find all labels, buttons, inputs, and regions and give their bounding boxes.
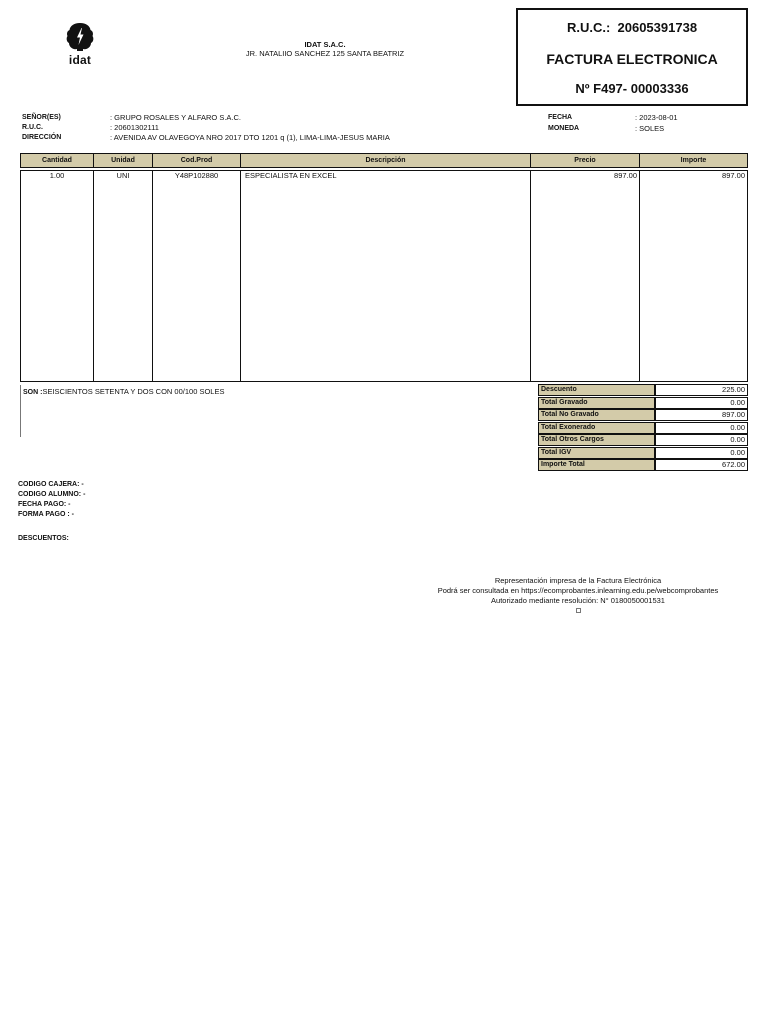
column-header-description: Descripción <box>240 153 531 168</box>
company-logo <box>60 22 100 66</box>
totals-label: Total Otros Cargos <box>538 434 655 446</box>
footer-line-consult-url: Podrá ser consultada en https://ecomprobantes.inlearning.edu.pe/webcomprobantes <box>437 586 719 595</box>
issuer-ruc-value: 20605391738 <box>617 20 698 35</box>
items-table <box>20 153 748 382</box>
item-price: 897.00 <box>614 171 637 180</box>
column-description <box>240 170 531 382</box>
footer-line-representation: Representación impresa de la Factura Electrónica <box>494 576 662 585</box>
item-unit: UNI <box>116 171 130 180</box>
column-header-quantity: Cantidad <box>20 153 94 168</box>
invoice-title: FACTURA ELECTRONICA <box>546 51 718 67</box>
totals-label: Total Gravado <box>538 397 655 409</box>
issuer-ruc-label: R.U.C.: <box>566 20 611 35</box>
amount-in-words-label: SON : <box>23 389 43 396</box>
column-product-code <box>152 170 241 382</box>
legal-footer <box>420 576 736 616</box>
amount-in-words-value: SEISCIENTOS SETENTA Y DOS CON 00/100 SOLES <box>42 387 225 396</box>
amount-in-words <box>23 387 224 396</box>
totals-row-descuento <box>538 384 748 397</box>
totals-value: 0.00 <box>655 397 748 409</box>
totals-label: Total Exonerado <box>538 422 655 434</box>
checkbox-glyph-icon <box>576 608 581 613</box>
currency-value: : SOLES <box>635 124 665 133</box>
client-name-label: SEÑOR(ES) <box>22 114 61 121</box>
totals-value: 0.00 <box>655 422 748 434</box>
discounts-label: DESCUENTOS: <box>18 535 69 542</box>
date-value: : 2023-08-01 <box>635 113 678 122</box>
totals-row-otros-cargos <box>538 434 748 447</box>
totals-value: 897.00 <box>655 409 748 421</box>
payment-info <box>18 480 85 520</box>
amount-in-words-box <box>20 385 533 437</box>
brain-logo-icon <box>66 22 94 52</box>
totals-value: 672.00 <box>655 459 748 471</box>
cashier-code: CODIGO CAJERA: - <box>18 481 84 488</box>
date-label: FECHA <box>548 114 573 121</box>
client-ruc-label: R.U.C. <box>22 124 43 131</box>
column-header-unit: Unidad <box>93 153 153 168</box>
totals-table <box>538 384 748 472</box>
company-address: JR. NATALIIO SANCHEZ 125 SANTA BEATRIZ <box>245 49 405 58</box>
currency-label: MONEDA <box>548 125 580 132</box>
column-header-amount: Importe <box>639 153 748 168</box>
footer-line-resolution: Autorizado mediante resolución: N° 0180050001531 <box>491 596 665 605</box>
totals-value: 0.00 <box>655 447 748 459</box>
totals-label: Descuento <box>538 384 655 396</box>
item-amount: 897.00 <box>722 171 745 180</box>
payment-method: FORMA PAGO : - <box>18 511 74 518</box>
client-address-value: : AVENIDA AV OLAVEGOYA NRO 2017 DTO 1201 q (1), LIMA-LIMA-JESUS MARIA <box>110 133 390 142</box>
item-description: ESPECIALISTA EN EXCEL <box>245 171 337 180</box>
totals-value: 0.00 <box>655 434 748 446</box>
payment-date: FECHA PAGO: - <box>18 501 71 508</box>
client-address-label: DIRECCIÓN <box>22 134 62 141</box>
column-unit <box>93 170 153 382</box>
column-header-product-code: Cod.Prod <box>152 153 241 168</box>
column-quantity <box>20 170 94 382</box>
totals-row-importe-total <box>538 459 748 472</box>
totals-label: Importe Total <box>538 459 655 471</box>
client-ruc-value: : 20601302111 <box>110 123 159 132</box>
column-price <box>530 170 640 382</box>
invoice-id-box <box>516 8 748 106</box>
totals-label: Total IGV <box>538 447 655 459</box>
client-name-value: : GRUPO ROSALES Y ALFARO S.A.C. <box>110 113 242 122</box>
student-code: CODIGO ALUMNO: - <box>18 491 86 498</box>
company-header <box>220 40 430 58</box>
issuer-ruc <box>518 20 746 35</box>
totals-row-gravado <box>538 397 748 410</box>
totals-row-exonerado <box>538 422 748 435</box>
totals-value: 225.00 <box>655 384 748 396</box>
totals-row-igv <box>538 447 748 460</box>
item-product-code: Y48P102880 <box>174 171 219 180</box>
invoice-number: Nº F497- 00003336 <box>575 81 689 96</box>
item-quantity: 1.00 <box>49 171 65 180</box>
column-amount <box>639 170 748 382</box>
company-name: IDAT S.A.C. <box>304 40 346 49</box>
totals-label: Total No Gravado <box>538 409 655 421</box>
totals-row-no-gravado <box>538 409 748 422</box>
column-header-price: Precio <box>530 153 640 168</box>
logo-brand-text: idat <box>68 53 92 67</box>
